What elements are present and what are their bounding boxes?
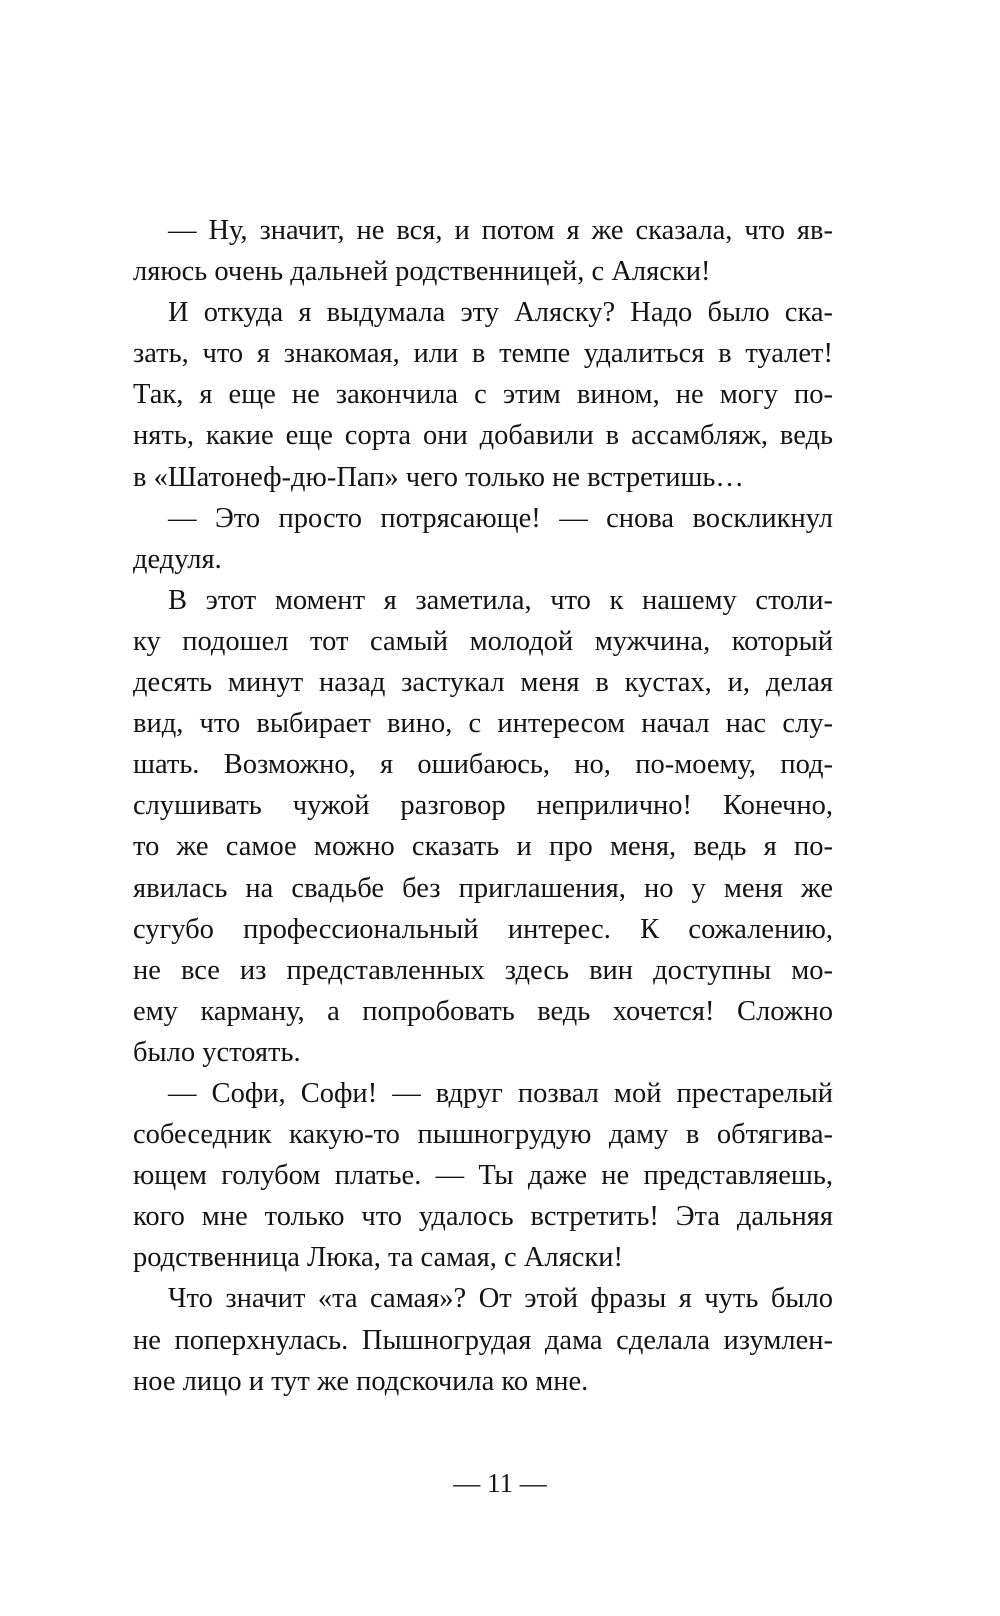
text-line: И откуда я выдумала эту Аляску? Надо было ска- [168,297,833,329]
body-text [133,210,833,1402]
text-line: родственница Люка, та самая, с Аляски! [133,1242,623,1274]
page-number: — 11 — [453,1468,547,1498]
text-line: сугубо профессиональный интерес. К сожалению, [133,913,833,945]
text-line: не поперхнулась. Пышногрудая дама сделала изумлен- [133,1324,833,1356]
text-line: ное лицо и тут же подскочила ко мне. [133,1365,589,1397]
text-line: ку подошел тот самый молодой мужчина, который [133,625,833,657]
text-line: Так, я еще не закончила с этим вином, не могу по- [133,379,833,411]
text-line: десять минут назад застукал меня в кустах, и, делая [133,667,833,699]
text-line: зать, что я знакомая, или в темпе удалиться в туалет! [133,338,833,370]
text-line: — Это просто потрясающе! — снова воскликнул [168,502,833,534]
text-line: нять, какие еще сорта они добавили в ассамбляж, ведь [133,420,833,452]
text-line: Что значит «та самая»? От этой фразы я чуть было [168,1283,833,1315]
text-line: кого мне только что удалось встретить! Эта дальняя [133,1201,833,1233]
text-line: было устоять. [133,1036,301,1068]
text-line: не все из представленных здесь вин доступны мо- [133,954,833,986]
text-line: собеседник какую-то пышногрудую даму в обтягива- [133,1119,833,1151]
text-line: ему карману, а попробовать ведь хочется! Сложно [133,995,833,1027]
text-line: — Ну, значит, не вся, и потом я же сказала, что яв- [168,215,833,246]
text-line: то же самое можно сказать и про меня, ведь я по- [133,831,833,863]
text-line: дедуля. [133,543,222,575]
text-line: В этот момент я заметила, что к нашему столи- [168,584,833,616]
text-line: — Софи, Софи! — вдруг позвал мой престарелый [168,1077,833,1109]
text-line: шать. Возможно, я ошибаюсь, но, по-моему, под- [133,749,833,781]
text-line: явилась на свадьбе без приглашения, но у меня же [133,872,833,904]
text-line: ляюсь очень дальней родственницей, с Аляски! [133,256,711,288]
text-line: слушивать чужой разговор неприлично! Конечно, [133,790,833,822]
text-line: в «Шатонеф-дю-Пап» чего только не встретишь… [133,461,744,493]
text-line: вид, что выбирает вино, с интересом начал нас слу- [133,708,833,740]
text-line: ющем голубом платье. — Ты даже не представляешь, [133,1160,833,1192]
